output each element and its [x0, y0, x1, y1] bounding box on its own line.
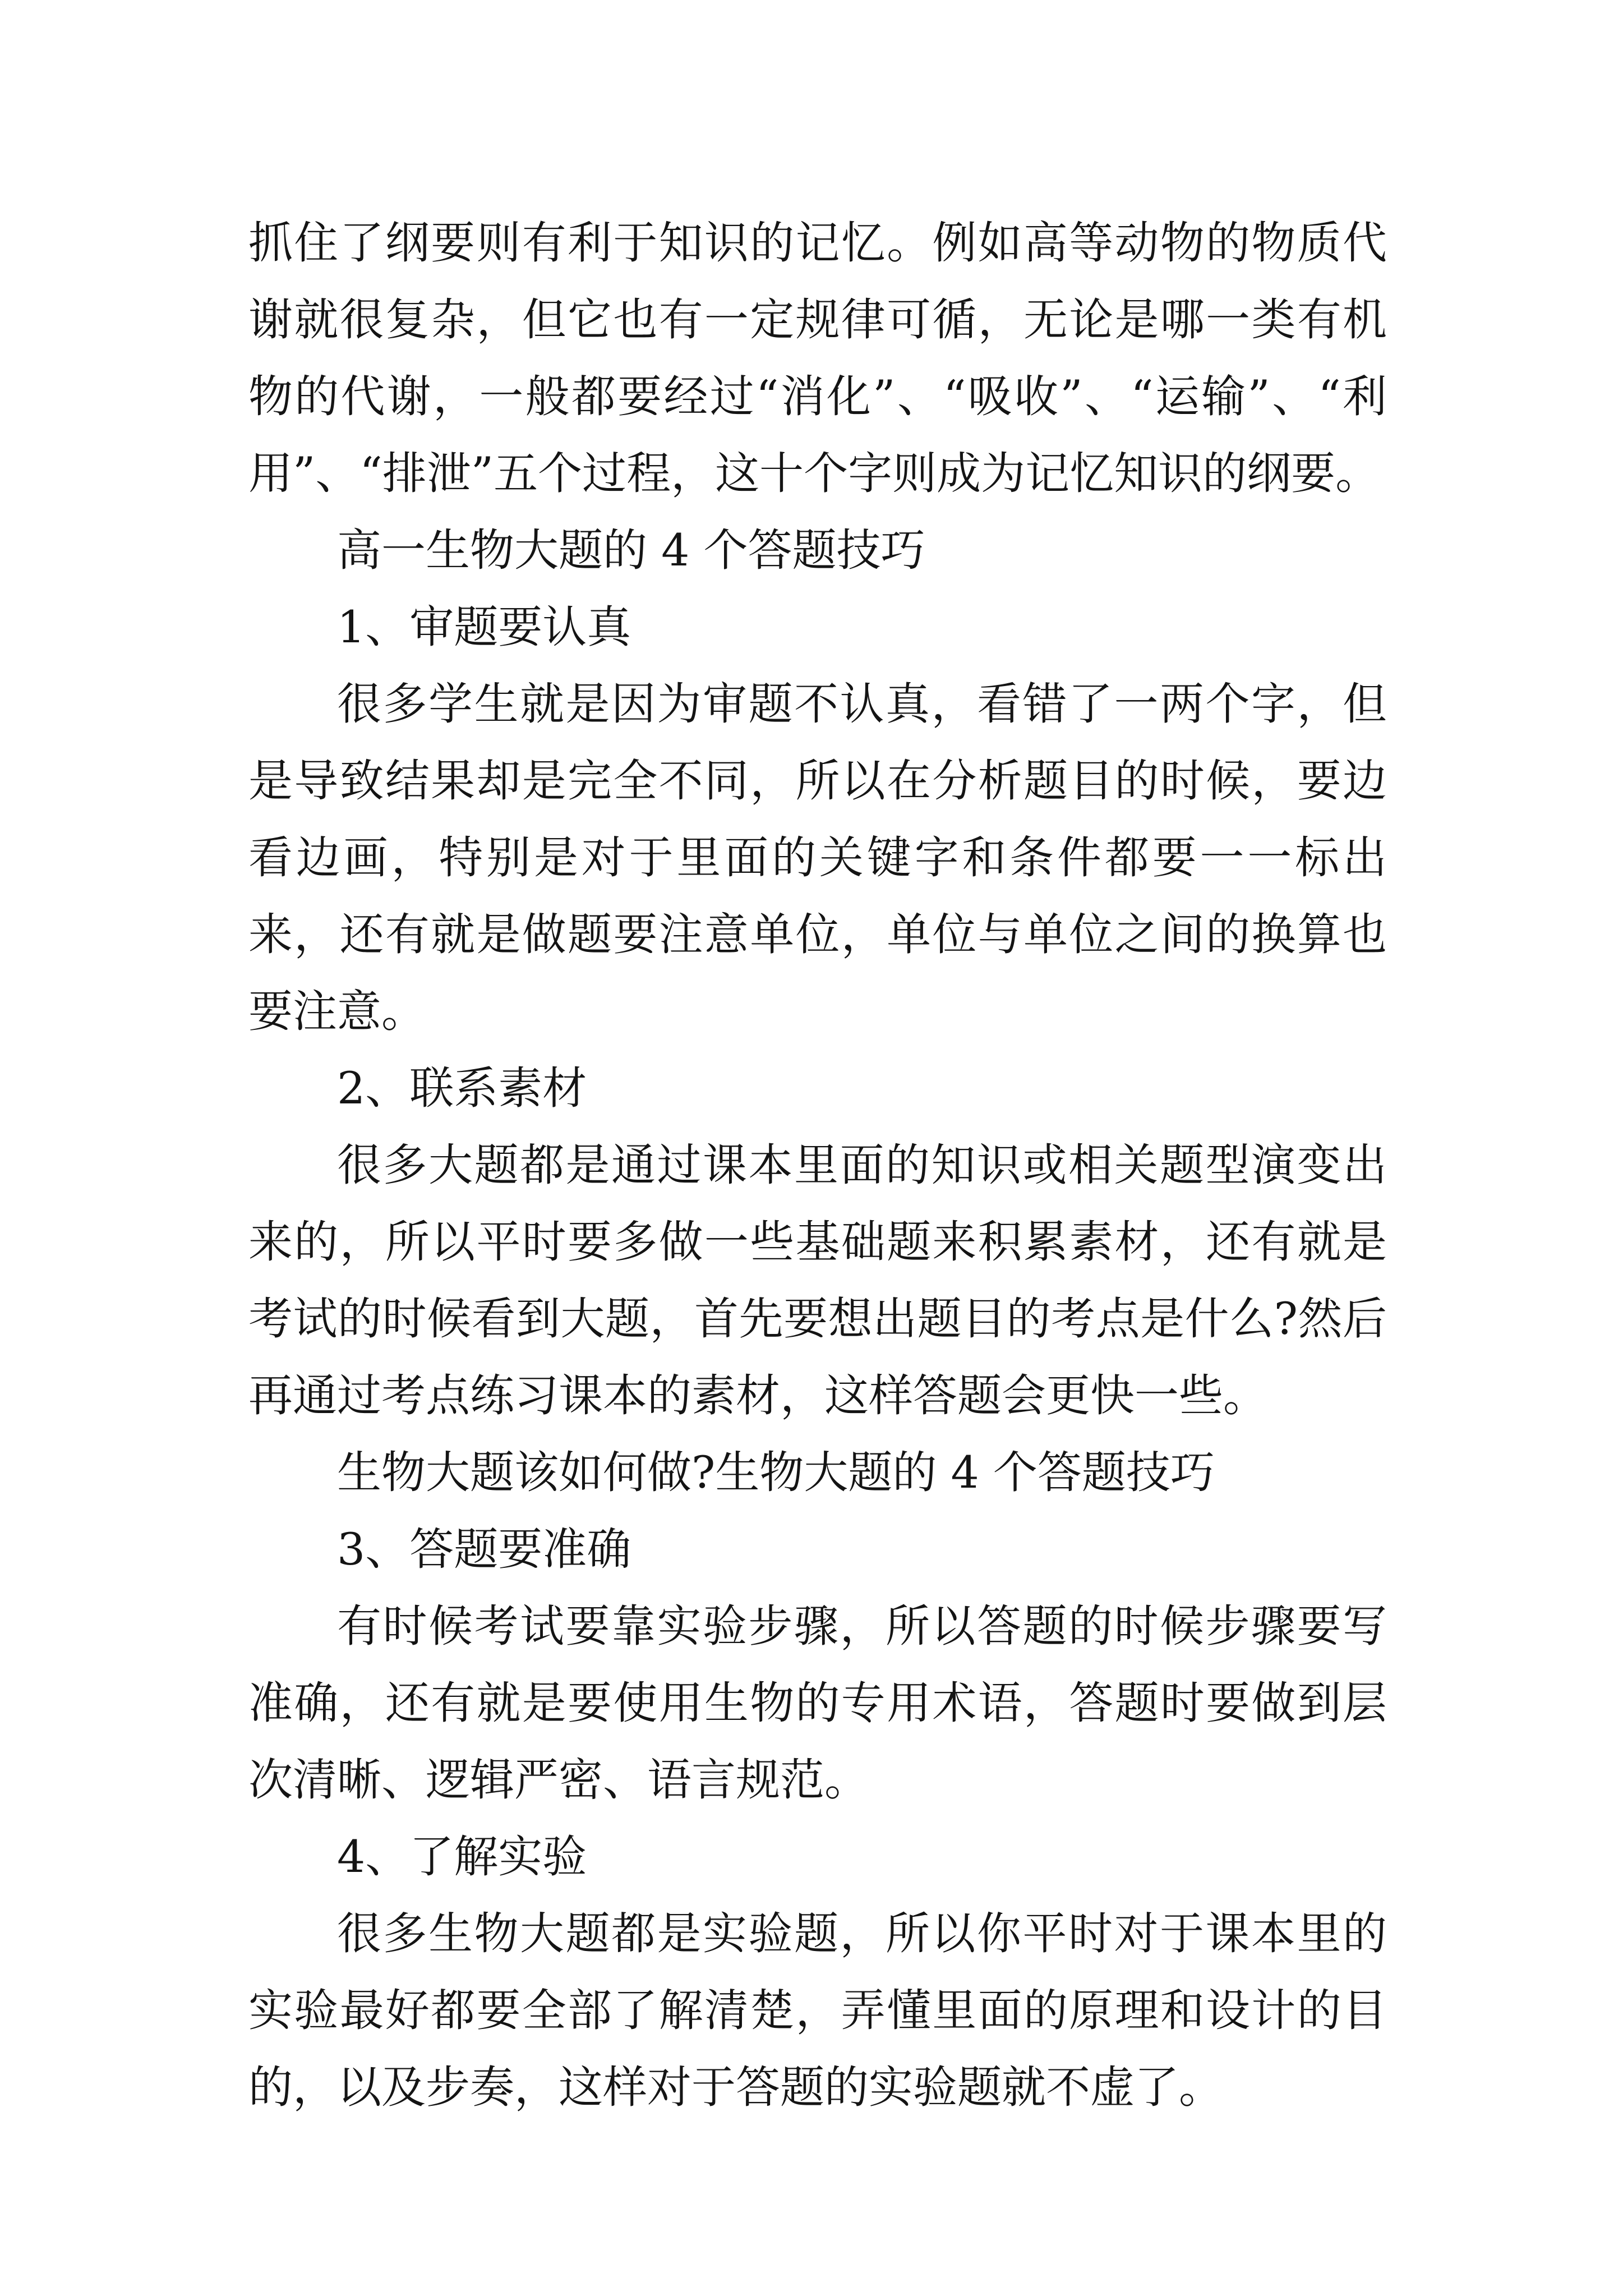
tip-heading-4: 4、了解实验 [337, 1831, 587, 1883]
tip-body-1: 很多学生就是因为审题不认真，看错了一两个字，但是导致结果却是完全不同，所以在分析题目的时候，要边看边画，特别是对于里面的关键字和条件都要一一标出来，还有就是做题要注意单位，单位与单位之间的换算也要注意。 [248, 678, 1387, 1037]
paragraph-metabolism-outline: 抓住了纲要则有利于知识的记忆。例如高等动物的物质代谢就很复杂，但它也有一定规律可循，无论是哪一类有机物的代谢，一般都要经过“消化”、“吸收”、“运输”、“利用”、“排泄”五个过程，这十个字则成为记忆知识的纲要。 [248, 217, 1387, 499]
section-title-how-to: 生物大题该如何做?生物大题的 4 个答题技巧 [337, 1447, 1215, 1498]
tip-body-4: 很多生物大题都是实验题，所以你平时对于课本里的实验最好都要全部了解清楚，弄懂里面的原理和设计的目的，以及步奏，这样对于答题的实验题就不虚了。 [248, 1908, 1387, 2113]
document-body [248, 205, 1387, 2126]
section-title-tips: 高一生物大题的 4 个答题技巧 [337, 524, 925, 576]
tip-heading-3: 3、答题要准确 [337, 1524, 631, 1575]
tip-body-2: 很多大题都是通过课本里面的知识或相关题型演变出来的，所以平时要多做一些基础题来积累素材，还有就是考试的时候看到大题，首先要想出题目的考点是什么?然后再通过考点练习课本的素材，这样答题会更快一些。 [248, 1139, 1387, 1421]
tip-body-3: 有时候考试要靠实验步骤，所以答题的时候步骤要写准确，还有就是要使用生物的专用术语，答题时要做到层次清晰、逻辑严密、语言规范。 [248, 1600, 1387, 1806]
tip-heading-1: 1、审题要认真 [337, 601, 631, 653]
tip-heading-2: 2、联系素材 [337, 1062, 587, 1114]
